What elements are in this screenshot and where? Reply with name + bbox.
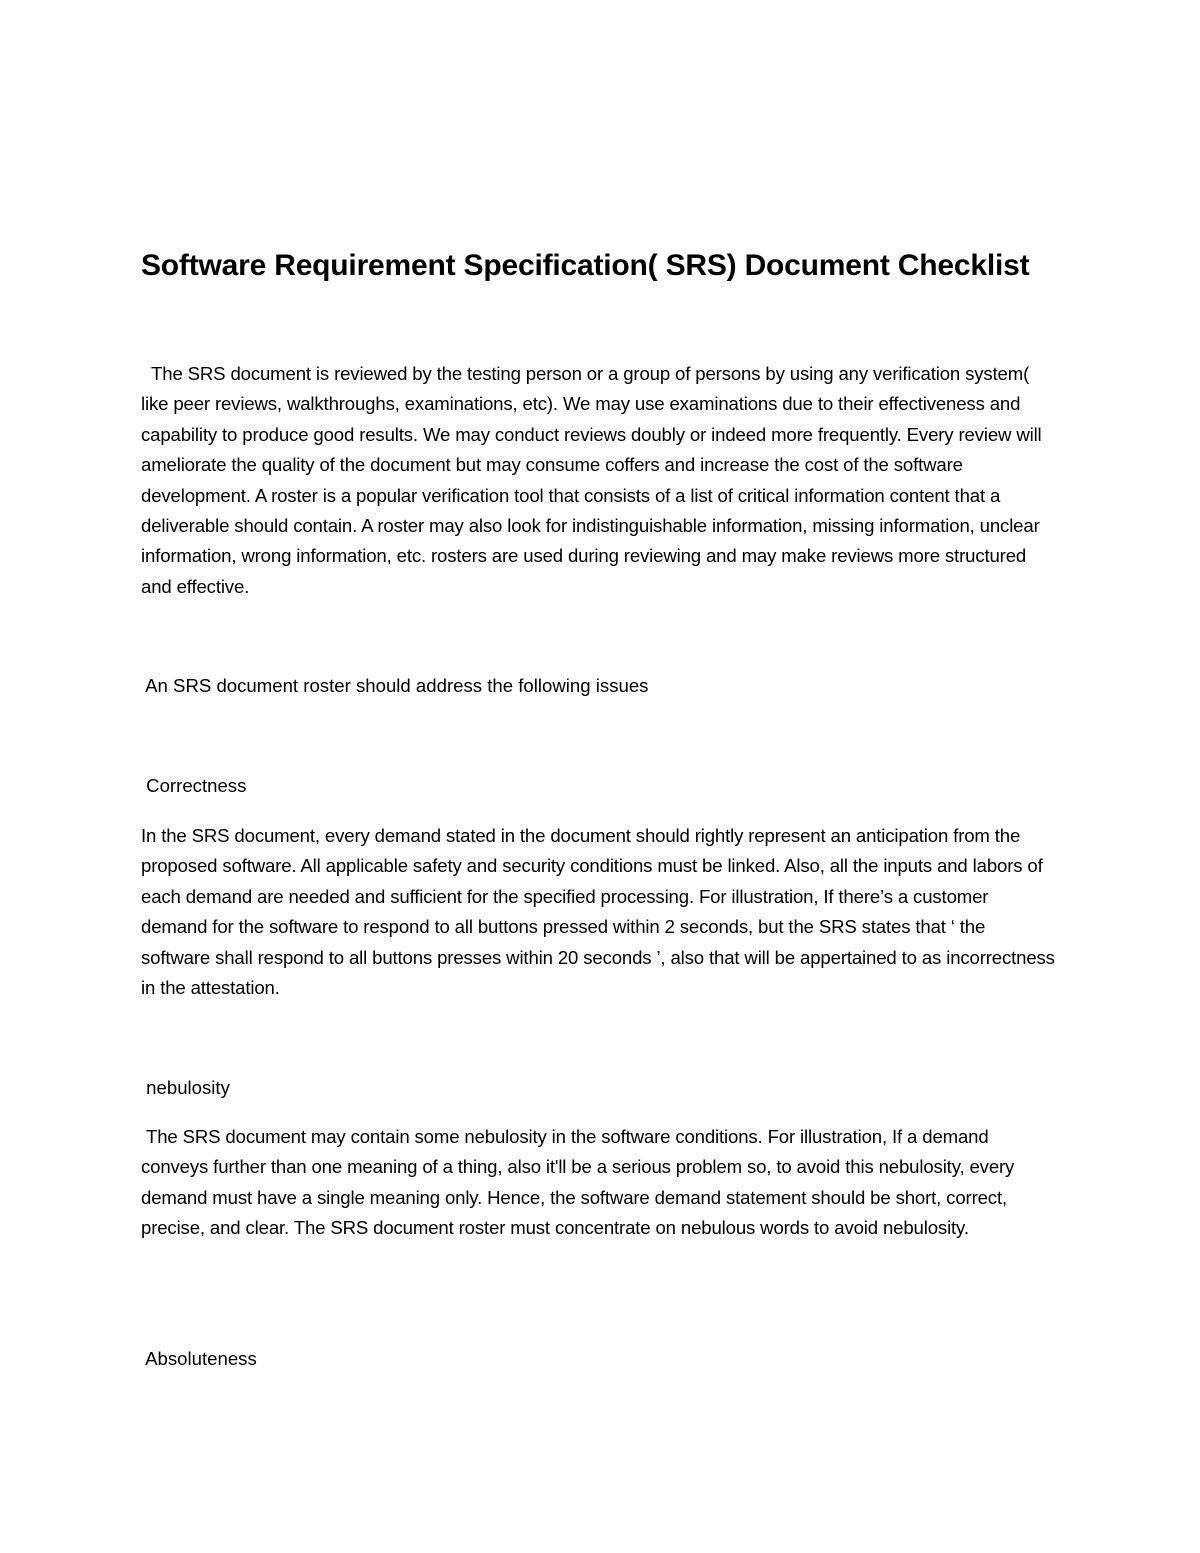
section-heading-absoluteness: Absoluteness (141, 1348, 257, 1369)
checklist-lead-text: An SRS document roster should address the following issues (141, 675, 649, 696)
section-body-correctness: In the SRS document, every demand stated in the document should rightly represent an anticipation from the proposed software. All applicable safety and security conditions must be linked. Also, all the inputs and labors of each demand are needed and sufficient for the specified processing. For illustration, If there’s a customer demand for the software to respond to all buttons pressed within 2 seconds, but the SRS states that ‘ the software shall respond to all buttons presses within 20 seconds ’, also that will be appertained to as incorrectness in the attestation. (141, 825, 1055, 999)
section-heading-correctness: Correctness (141, 775, 247, 796)
document-title: Software Requirement Specification( SRS) Document Checklist (141, 249, 1030, 282)
section-body-nebulosity: The SRS document may contain some nebulosity in the software conditions. For illustration, If a demand conveys further than one meaning of a thing, also it'll be a serious problem so, to avoid this nebulosity, every demand must have a single meaning only. Hence, the software demand statement should be short, correct, precise, and clear. The SRS document roster must concentrate on nebulous words to avoid nebulosity. (141, 1126, 1020, 1239)
section-heading-nebulosity: nebulosity (141, 1077, 230, 1098)
intro-paragraph: The SRS document is reviewed by the testing person or a group of persons by using any verification system( like peer reviews, walkthroughs, examinations, etc). We may use examinations due to their effectiveness and capability to produce good results. We may conduct reviews doubly or indeed more frequently. Every review will ameliorate the quality of the document but may consume coffers and increase the cost of the software development. A roster is a popular verification tool that consists of a list of critical information content that a deliverable should contain. A roster may also look for indistinguishable information, missing information, unclear information, wrong information, etc. rosters are used during reviewing and may make reviews more structured and effective. (141, 363, 1047, 597)
